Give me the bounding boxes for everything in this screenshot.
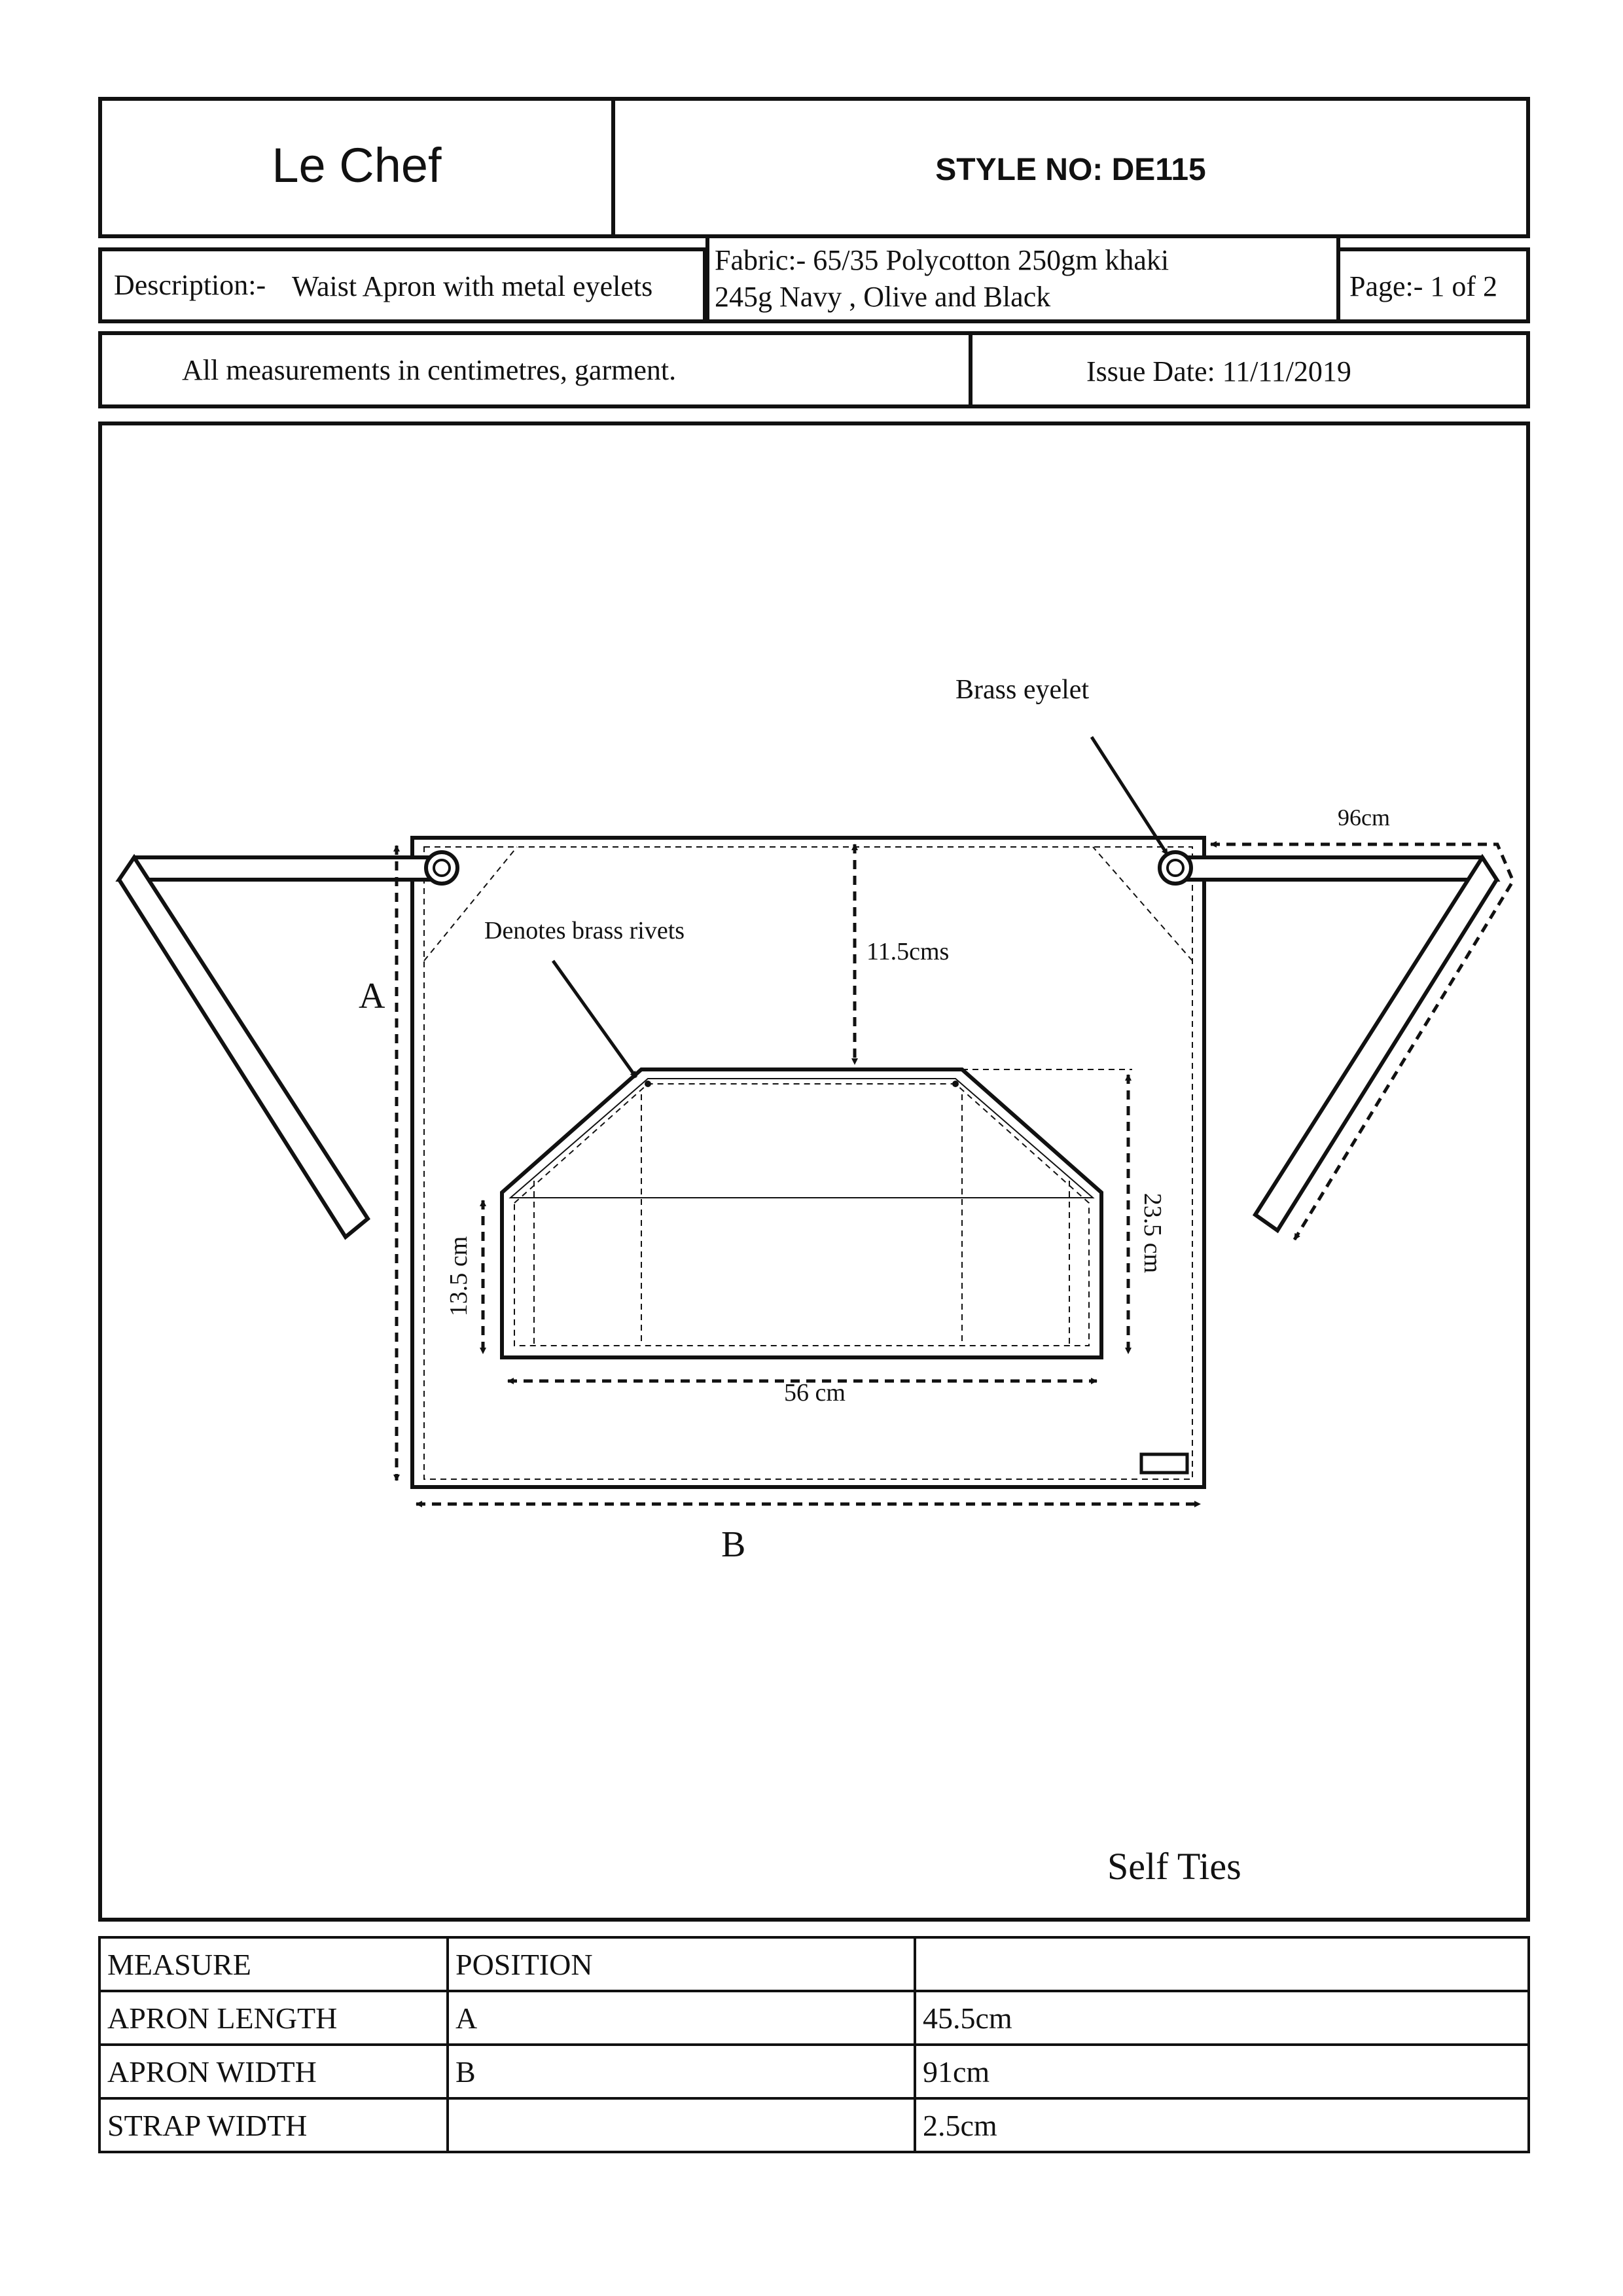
left-strap (119, 857, 448, 1237)
table-cell: APRON LENGTH (99, 1991, 448, 2045)
table-cell: 2.5cm (915, 2098, 1529, 2152)
table-header-cell: MEASURE (99, 1937, 448, 1991)
fabric-line-2: 245g Navy , Olive and Black (715, 281, 1051, 313)
brand-name: Le Chef (272, 138, 442, 192)
care-label (1141, 1454, 1187, 1473)
table-cell: STRAP WIDTH (99, 2098, 448, 2152)
issue-date: Issue Date: 11/11/2019 (1086, 355, 1351, 387)
strap-length-label: 96cm (1338, 804, 1390, 831)
pocket-side-height-label: 13.5 cm (445, 1236, 473, 1317)
right-strap (1173, 857, 1497, 1230)
label-a: A (359, 976, 385, 1016)
table-cell: 45.5cm (915, 1991, 1529, 2045)
table-cell: APRON WIDTH (99, 2045, 448, 2098)
table-cell: A (448, 1991, 915, 2045)
table-cell: B (448, 2045, 915, 2098)
rivet-left (645, 1081, 651, 1087)
table-row (99, 2045, 1529, 2098)
measurement-table (98, 1936, 1530, 2153)
table-row (99, 1991, 1529, 2045)
fabric-line-1: Fabric:- 65/35 Polycotton 250gm khaki (715, 244, 1169, 276)
brass-eyelet-left (426, 852, 457, 884)
table-cell: 91cm (915, 2045, 1529, 2098)
description-value: Waist Apron with metal eyelets (292, 270, 653, 302)
table-header-row (99, 1937, 1529, 1991)
pocket-center-height-label: 23.5 cm (1139, 1193, 1167, 1274)
self-ties-label: Self Ties (1107, 1845, 1241, 1888)
pocket-offset-label: 11.5cms (866, 938, 950, 965)
label-b: B (721, 1524, 746, 1565)
table-header-cell (915, 1937, 1529, 1991)
page-number: Page:- 1 of 2 (1349, 270, 1498, 302)
description-label: Description:- (114, 269, 266, 301)
brass-eyelet-label: Brass eyelet (955, 675, 1090, 705)
brass-rivets-label: Denotes brass rivets (484, 917, 685, 944)
measurements-note: All measurements in centimetres, garment. (182, 354, 677, 386)
table-cell (448, 2098, 915, 2152)
table-header-cell: POSITION (448, 1937, 915, 1991)
rivet-right (952, 1081, 959, 1087)
pocket-width-label: 56 cm (784, 1379, 846, 1407)
style-number: STYLE NO: DE115 (935, 152, 1206, 187)
brass-eyelet-right (1160, 852, 1191, 884)
pocket (502, 1069, 1132, 1357)
rivet-leader (553, 961, 636, 1077)
table-row (99, 2098, 1529, 2152)
